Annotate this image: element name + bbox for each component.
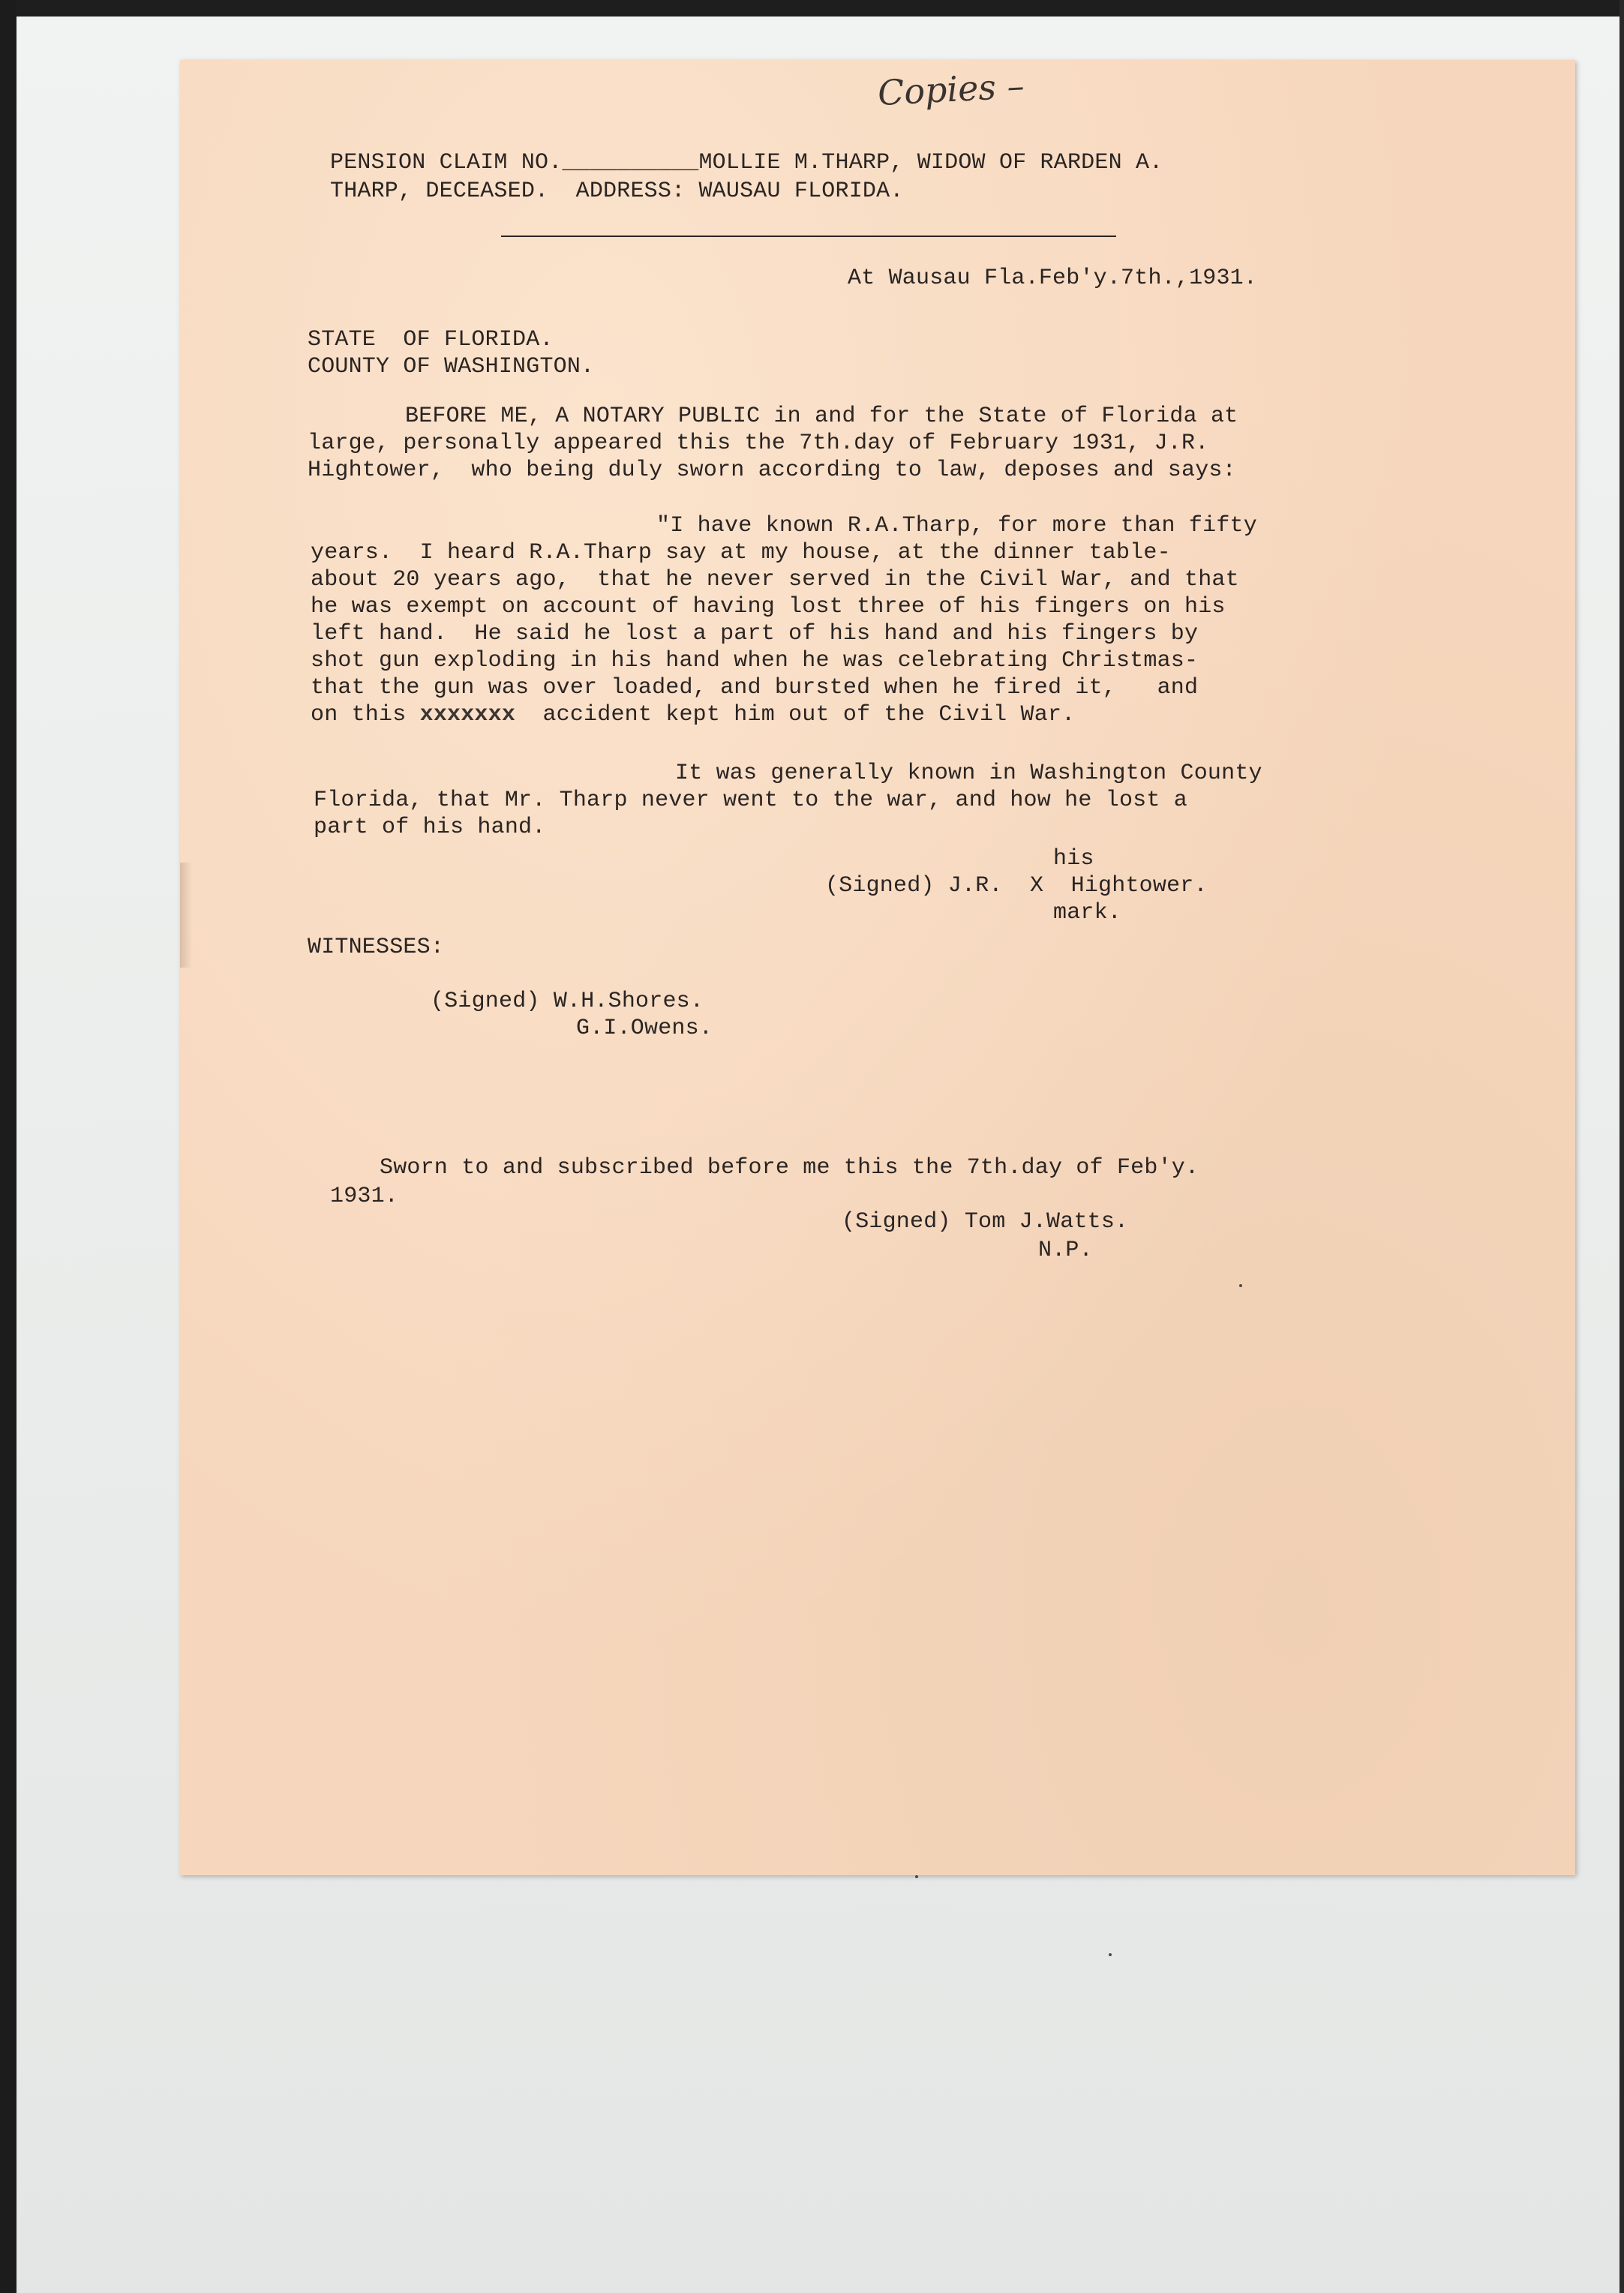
notary-title: N.P. [1038,1238,1093,1263]
witness-1: (Signed) W.H.Shores. [431,989,704,1014]
statement-line-2: years. I heard R.A.Tharp say at my house, at the dinner table- [311,540,1171,566]
notary-signature: (Signed) Tom J.Watts. [842,1209,1129,1235]
statement-line-8-suffix: accident kept him out of the Civil War. [515,702,1076,728]
witnesses-heading: WITNESSES: [308,935,445,960]
state-line: STATE OF FLORIDA. [308,327,554,353]
scan-speck [1109,1953,1112,1956]
knowledge-line-2: Florida, that Mr. Tharp never went to the war, and how he lost a [314,788,1187,813]
statement-line-7: that the gun was over loaded, and bursted when he fired it, and [311,675,1199,701]
statement-line-8 [311,702,1075,728]
paper-crease [180,863,192,968]
knowledge-line-3: part of his hand. [314,815,546,840]
jurat-line-1: Sworn to and subscribed before me this the 7th.day of Feb'y. [380,1155,1199,1181]
header-underline [501,236,1116,237]
statement-line-6: shot gun exploding in his hand when he was celebrating Christmas- [311,648,1199,674]
header-line-2: THARP, DECEASED. ADDRESS: WAUSAU FLORIDA. [330,179,904,204]
scan-right-border [1619,0,1624,2293]
jurat-line-2: 1931. [330,1184,399,1209]
signature-mark: mark. [1053,900,1122,926]
preamble-line-1: BEFORE ME, A NOTARY PUBLIC in and for the State of Florida at [405,404,1238,429]
preamble-line-2: large, personally appeared this the 7th.day of February 1931, J.R. [308,431,1209,456]
statement-line-8-prefix: on this [311,702,420,728]
statement-line-5: left hand. He said he lost a part of his hand and his fingers by [311,621,1199,647]
place-date: At Wausau Fla.Feb'y.7th.,1931. [848,266,1258,291]
scan-speck [1239,1284,1242,1287]
scan-top-border [0,0,1624,17]
knowledge-line-1: It was generally known in Washington County [675,761,1262,786]
scan-speck [915,1875,918,1878]
scan-left-border [0,0,17,2293]
statement-line-1: "I have known R.A.Tharp, for more than fifty [656,513,1257,539]
deponent-signature: (Signed) J.R. X Hightower. [825,873,1208,899]
witness-2: G.I.Owens. [576,1016,713,1041]
county-line: COUNTY OF WASHINGTON. [308,354,595,380]
struck-out-word: xxxxxxx [419,702,516,728]
preamble-line-3: Hightower, who being duly sworn according to law, deposes and says: [308,458,1236,483]
statement-line-4: he was exempt on account of having lost three of his fingers on his [311,594,1226,620]
handwritten-note: Copies – [876,65,1025,114]
statement-line-3: about 20 years ago, that he never served in the Civil War, and that [311,567,1239,593]
signature-his: his [1053,846,1094,872]
header-line-1: PENSION CLAIM NO.__________MOLLIE M.THARP, WIDOW OF RARDEN A. [330,150,1163,176]
